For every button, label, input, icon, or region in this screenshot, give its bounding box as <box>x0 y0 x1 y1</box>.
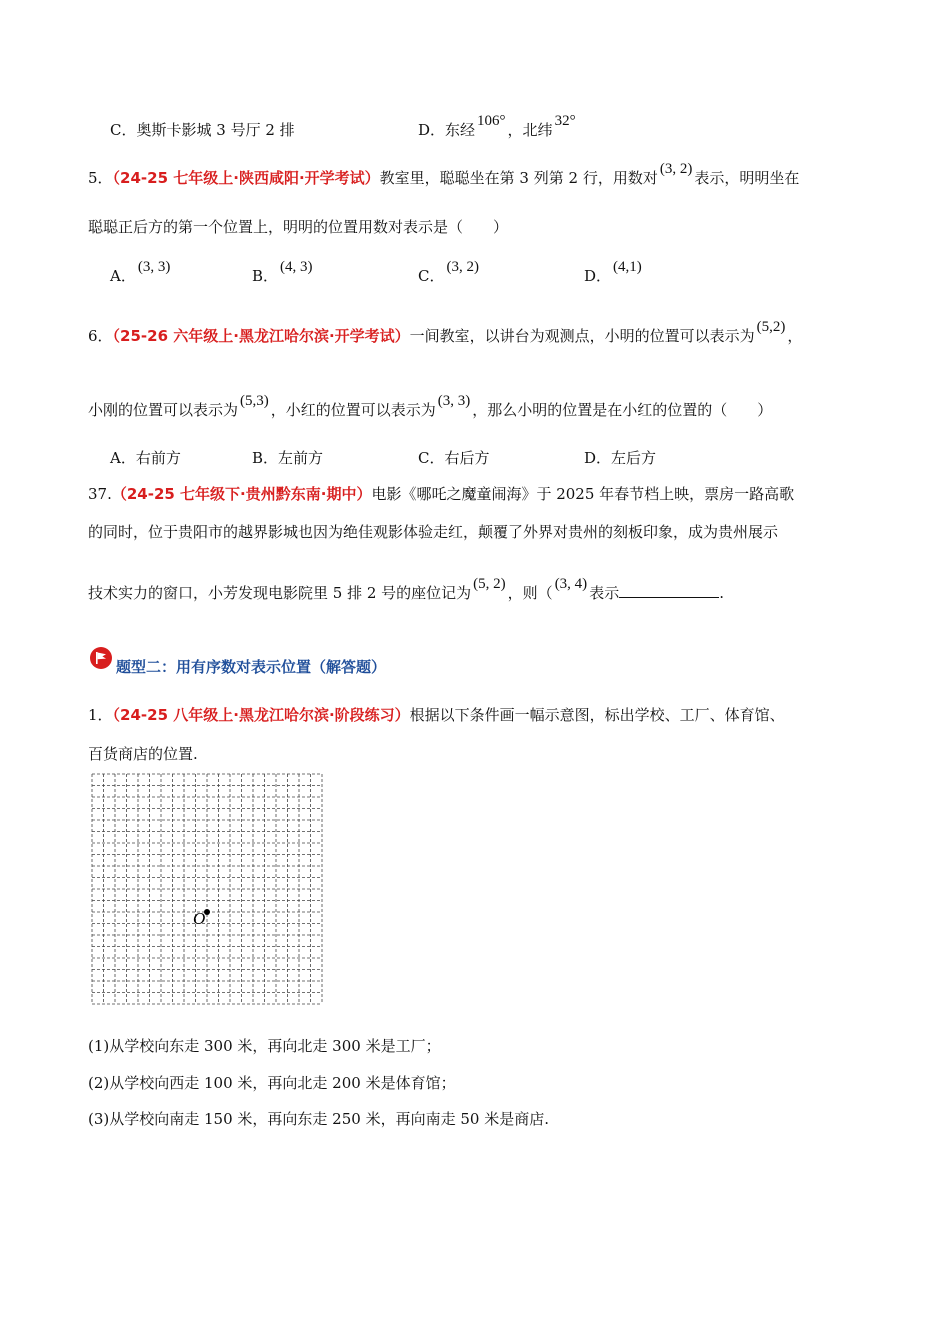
question-number: 37. <box>88 485 112 503</box>
option-value: (3, 2) <box>446 259 479 275</box>
q6-option-b <box>252 448 323 468</box>
longitude-value: 106° <box>477 113 506 129</box>
question-text: ，那么小明的位置是在小红的位置的（ ） <box>472 401 773 419</box>
option-text: 奥斯卡影城 3 号厅 2 排 <box>136 121 295 139</box>
question-text: ，则（ <box>507 584 553 602</box>
option-letter: D． <box>584 449 612 467</box>
latitude-value: 32° <box>554 113 576 129</box>
section-heading <box>90 655 386 677</box>
q37-line3 <box>88 576 724 604</box>
q1-condition-2: (2)从学校向西走 100 米，再向北走 200 米是体育馆； <box>88 1074 456 1092</box>
flag-icon <box>90 647 112 669</box>
option-text: 右前方 <box>135 449 181 467</box>
question-text: 技术实力的窗口，小芳发现电影院里 5 排 2 号的座位记为 <box>88 584 472 602</box>
question-source: （24-25 八年级上·黑龙江哈尔滨·阶段练习） <box>112 706 410 724</box>
question-number: 6． <box>88 327 113 345</box>
q1-condition-3: (3)从学校向南走 150 米，再向东走 250 米，再向南走 50 米是商店. <box>88 1110 549 1128</box>
option-text: 东经 <box>445 121 476 139</box>
option-text: ，北纬 <box>507 121 553 139</box>
q5-line1 <box>88 161 800 189</box>
option-value: (4, 3) <box>280 259 313 275</box>
question-text: 小刚的位置可以表示为 <box>88 401 239 419</box>
option-letter: D． <box>418 121 446 139</box>
question-source: （24-25 七年级上·陕西咸阳·开学考试） <box>112 169 380 187</box>
option-letter: B． <box>252 449 279 467</box>
option-letter: C． <box>418 267 445 285</box>
q1-line1 <box>88 705 785 725</box>
number-pair: (3, 3) <box>437 393 471 409</box>
question-source: （24-25 七年级下·贵州黔东南·期中） <box>111 485 372 503</box>
q6-option-a <box>110 448 181 468</box>
number-pair: (3, 2) <box>659 161 693 177</box>
q6-option-c <box>418 448 490 468</box>
q6-line2 <box>88 393 773 421</box>
question-text: 电影《哪吒之魔童闹海》于 2025 年春节档上映，票房一路高歌 <box>371 485 795 503</box>
question-text: 教室里，聪聪坐在第 3 列第 2 行，用数对 <box>379 169 658 187</box>
answer-blank[interactable] <box>619 583 719 598</box>
q5-option-c <box>418 259 481 287</box>
option-value: (3, 3) <box>137 259 171 275</box>
number-pair: (5, 2) <box>473 576 506 592</box>
question-text: ，小红的位置可以表示为 <box>270 401 436 419</box>
q6-option-d <box>584 448 656 468</box>
question-text: 一间教室，以讲台为观测点，小明的位置可以表示为 <box>409 327 755 345</box>
option-text: 左后方 <box>611 449 657 467</box>
q6-line1 <box>88 319 803 347</box>
question-text: 表示 <box>589 584 620 602</box>
origin-label: O <box>193 909 206 928</box>
option-text: 右后方 <box>444 449 490 467</box>
option-letter: C． <box>110 121 137 139</box>
question-text: 表示，明明坐在 <box>694 169 800 187</box>
q5-option-d <box>584 259 644 287</box>
question-text: 根据以下条件画一幅示意图，标出学校、工厂、体育馆、 <box>409 706 785 724</box>
coordinate-grid[interactable] <box>88 770 324 1016</box>
question-source: （25-26 六年级上·黑龙江哈尔滨·开学考试） <box>112 327 410 345</box>
option-value: (4,1) <box>613 259 642 275</box>
section-title: 题型二：用有序数对表示位置（解答题） <box>116 657 387 676</box>
number-pair: (5,2) <box>756 319 786 335</box>
q5-line2: 聪聪正后方的第一个位置上，明明的位置用数对表示是（ ） <box>88 218 509 236</box>
q4-option-d <box>418 113 578 141</box>
q37-line1 <box>88 484 794 504</box>
option-letter: D． <box>584 267 612 285</box>
q1-condition-1: (1)从学校向东走 300 米，再向北走 300 米是工厂； <box>88 1037 441 1055</box>
option-letter: A． <box>110 267 136 285</box>
question-number: 1． <box>88 706 113 724</box>
q1-line2: 百货商店的位置. <box>88 745 198 763</box>
question-text: . <box>719 584 724 602</box>
option-letter: C． <box>418 449 445 467</box>
q4-option-c <box>110 120 295 140</box>
option-letter: A． <box>110 449 136 467</box>
q5-option-a <box>110 259 172 287</box>
question-number: 5． <box>88 169 113 187</box>
number-pair: (5,3) <box>240 393 269 409</box>
option-text: 左前方 <box>278 449 324 467</box>
question-text: ， <box>787 327 803 345</box>
number-pair: (3, 4) <box>554 576 588 592</box>
q5-option-b <box>252 259 315 287</box>
option-letter: B． <box>252 267 279 285</box>
q37-line2: 的同时，位于贵阳市的越界影城也因为绝佳观影体验走红，颠覆了外界对贵州的刻板印象，成为贵州展示 <box>88 523 779 541</box>
